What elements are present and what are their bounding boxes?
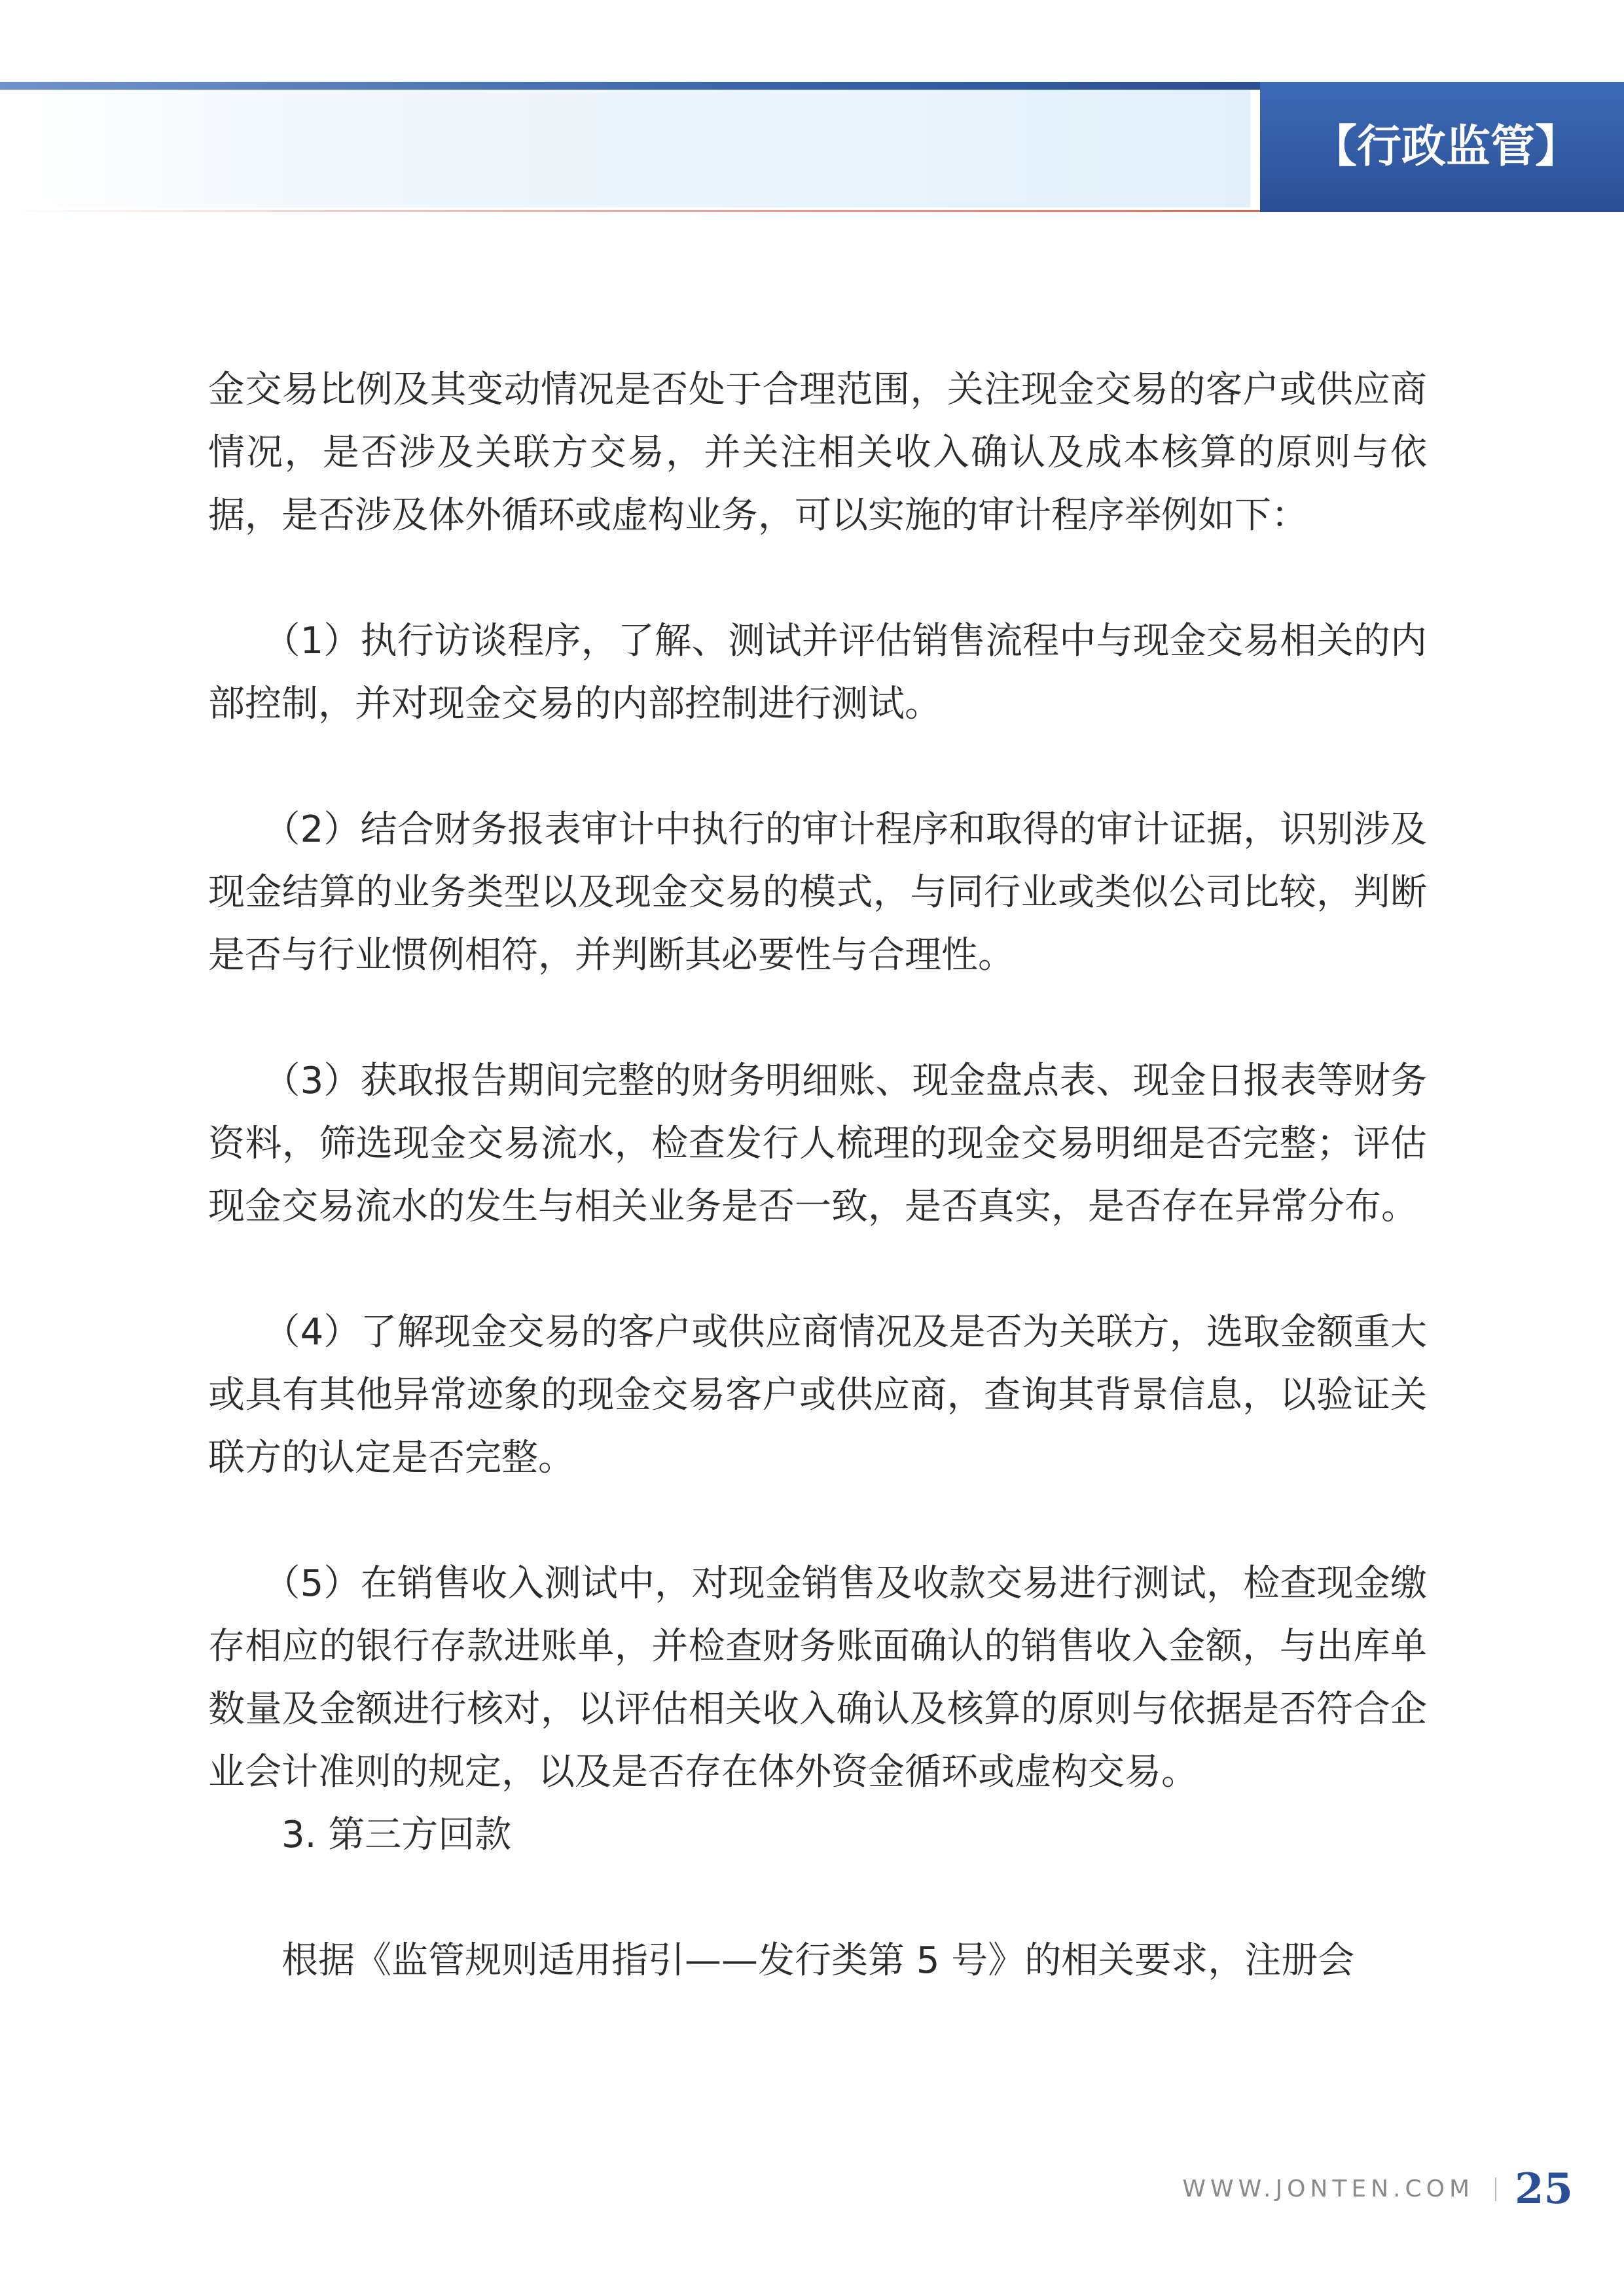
header-top-stripe (0, 82, 1260, 90)
paragraph-item-2: （2）结合财务报表审计中执行的审计程序和取得的审计证据，识别涉及现金结算的业务类型以及现金交易的模式，与同行业或类似公司比较，判断是否与行业惯例相符，并判断其必要性与合理性。 (208, 808, 1427, 977)
paragraph-item-3: （3）获取报告期间完整的财务明细账、现金盘点表、现金日报表等财务资料，筛选现金交易流水，检查发行人梳理的现金交易明细是否完整；评估现金交易流水的发生与相关业务是否一致，是否真实，是否存在异常分布。 (208, 1060, 1427, 1228)
footer-website: WWW.JONTEN.COM (1182, 2176, 1474, 2202)
header-underline (0, 210, 1260, 212)
header-band (0, 90, 1250, 207)
main-content (208, 359, 1427, 1992)
page-number: 25 (1515, 2164, 1574, 2214)
paragraph-item-1: （1）执行访谈程序，了解、测试并评估销售流程中与现金交易相关的内部控制，并对现金交易的内部控制进行测试。 (208, 620, 1427, 725)
paragraph-regulation: 根据《监管规则适用指引——发行类第 5 号》的相关要求，注册会 (208, 1939, 1355, 1982)
paragraph-item-4: （4）了解现金交易的客户或供应商情况及是否为关联方，选取金额重大或具有其他异常迹象的现金交易客户或供应商，查询其背景信息，以验证关联方的认定是否完整。 (208, 1311, 1427, 1479)
paragraph-item-5: （5）在销售收入测试中，对现金销售及收款交易进行测试，检查现金缴存相应的银行存款进账单，并检查财务账面确认的销售收入金额，与出库单数量及金额进行核对，以评估相关收入确认及核算的原则与依据是否符合企业会计准则的规定，以及是否存在体外资金循环或虚构交易。 (208, 1562, 1427, 1793)
paragraph-intro: 金交易比例及其变动情况是否处于合理范围，关注现金交易的客户或供应商情况，是否涉及关联方交易，并关注相关收入确认及成本核算的原则与依据，是否涉及体外循环或虚构业务，可以实施的审计程序举例如下： (208, 368, 1427, 537)
footer-divider (1495, 2178, 1496, 2201)
section-heading-third-party: 3. 第三方回款 (208, 1814, 512, 1856)
section-tag: 【行政监管】 (1260, 82, 1624, 212)
